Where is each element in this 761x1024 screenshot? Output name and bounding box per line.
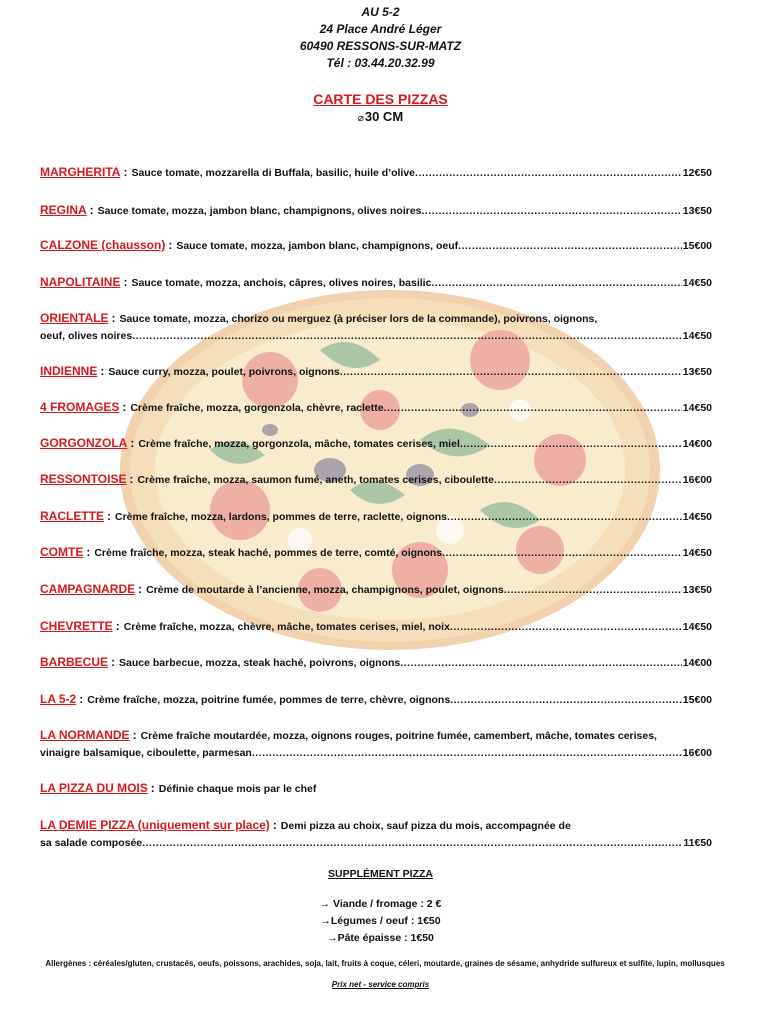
pizza-price: 14€50 [682, 547, 712, 559]
pizza-item-campagnarde: CAMPAGNARDE : Crème de moutarde à l’ancienne, mozza, champignons, poulet, oignons ..... 13€50 [40, 581, 712, 599]
pizza-name: GORGONZOLA [40, 436, 128, 450]
restaurant-name: AU 5-2 [361, 5, 400, 19]
pizza-name: CAMPAGNARDE [40, 582, 136, 596]
pizza-name: CALZONE (chausson) [40, 238, 166, 252]
pizza-item-la-normande: LA NORMANDE : Crème fraîche moutardée, mozza, oignons rouges, poitrine fumée, camembert, mâche, tomates cerises, vinaigre balsamique, ciboulette, parmesan ..... 16€00 [40, 727, 712, 762]
pizza-size-label: 30 CM [364, 109, 404, 124]
pizza-name: NAPOLITAINE [40, 275, 121, 289]
pizza-item-4-fromages: 4 FROMAGES : Crème fraîche, mozza, gorgonzola, chèvre, raclette ..... 14€50 [40, 399, 712, 417]
pizza-name: INDIENNE [40, 364, 98, 378]
pizza-description: Sauce barbecue, mozza, steak haché, poivrons, oignons [119, 657, 401, 669]
pizza-description: Sauce curry, mozza, poulet, poivrons, oignons [108, 366, 340, 378]
pizza-name: RACLETTE [40, 509, 104, 523]
pizza-description: Sauce tomate, mozzarella di Buffala, basilic, huile d’olive [131, 167, 416, 179]
pizza-description: Crème fraîche, mozza, gorgonzola, chèvre, raclette [130, 402, 384, 414]
pizza-name: LA NORMANDE [40, 728, 130, 742]
pizza-price: 13€50 [682, 366, 712, 378]
pizza-description: Crème fraîche, mozza, gorgonzola, mâche, tomates cerises, miel [138, 438, 460, 450]
pizza-price: 15€00 [682, 240, 712, 252]
restaurant-address: 24 Place André Léger [319, 22, 442, 36]
pizza-name: LA 5-2 [40, 692, 77, 706]
pizza-name: MARGHERITA [40, 165, 121, 179]
pizza-size [0, 109, 761, 124]
pizza-description: Crème fraîche moutardée, mozza, oignons rouges, poitrine fumée, camembert, mâche, tomates cerises, [140, 730, 657, 742]
pizza-price: 12€50 [682, 167, 712, 179]
pizza-price: 15€00 [682, 694, 712, 706]
pizza-price: 16€00 [682, 747, 712, 759]
pizza-description: Crème fraîche, mozza, poitrine fumée, pommes de terre, chèvre, oignons [87, 694, 451, 706]
pizza-price: 14€50 [682, 330, 712, 342]
pizza-price: 14€50 [682, 277, 712, 289]
restaurant-city: 60490 RESSONS-SUR-MATZ [299, 39, 462, 53]
pizza-item-chevrette: CHEVRETTE : Crème fraîche, mozza, chèvre, mâche, tomates cerises, miel, noix ..... 14€50 [40, 618, 712, 636]
pizza-name: ORIENTALE [40, 311, 109, 325]
diameter-icon: ⌀ [357, 113, 364, 124]
pizza-item-regina: REGINA : Sauce tomate, mozza, jambon blanc, champignons, olives noires ..... 13€50 [40, 202, 712, 220]
pizza-name: BARBECUE [40, 655, 109, 669]
restaurant-phone: Tél : 03.44.20.32.99 [326, 56, 435, 70]
pizza-description: Sauce tomate, mozza, chorizo ou merguez (à préciser lors de la commande), poivrons, oignons, [119, 313, 598, 325]
pizza-description: Crème de moutarde à l’ancienne, mozza, champignons, poulet, oignons [146, 584, 504, 596]
pizza-item-napolitaine: NAPOLITAINE : Sauce tomate, mozza, anchois, câpres, olives noires, basilic ..... 14€50 [40, 274, 712, 292]
pizza-price: 14€00 [682, 438, 712, 450]
pizza-item-raclette: RACLETTE : Crème fraîche, mozza, lardons, pommes de terre, raclette, oignons ..... 14€50 [40, 508, 712, 526]
pizza-item-ressontoise: RESSONTOISE : Crème fraîche, mozza, saumon fumé, aneth, tomates cerises, ciboulette ..... 16€00 [40, 471, 712, 489]
pizza-name: COMTE [40, 545, 84, 559]
pizza-name: REGINA [40, 203, 87, 217]
pizza-description-continued: vinaigre balsamique, ciboulette, parmesan [40, 747, 252, 759]
pizza-item-orientale: ORIENTALE : Sauce tomate, mozza, chorizo ou merguez (à préciser lors de la commande), poivrons, oignons, oeuf, olives noires ..... 14€50 [40, 310, 712, 345]
supplement-title: SUPPLÉMENT PIZZA [327, 868, 433, 880]
pizza-description: Sauce tomate, mozza, anchois, câpres, olives noires, basilic [131, 277, 432, 289]
menu-title: CARTE DES PIZZAS [313, 91, 448, 107]
allergens-notice: Allergènes : céréales/gluten, crustacés, oeufs, poissons, arachides, soja, lait, fruits à coque, céleri, moutarde, graines de sésame, anhydride sulfureux et sulfite, lupin, mollusques [45, 959, 725, 968]
supplement-line: →Pâte épaisse : 1€50 [327, 932, 434, 944]
pizza-description-continued: oeuf, olives noires [40, 330, 133, 342]
pizza-description-continued: sa salade composée [40, 837, 143, 849]
pizza-item-pizza-du-mois: LA PIZZA DU MOIS : Définie chaque mois par le chef [40, 780, 712, 798]
pizza-name: LA DEMIE PIZZA (uniquement sur place) [40, 818, 270, 832]
pizza-item-demie-pizza: LA DEMIE PIZZA (uniquement sur place) : Demi pizza au choix, sauf pizza du mois, accompagnée de sa salade composée ..... 11€50 [40, 817, 712, 852]
supplement-list [0, 896, 761, 947]
pizza-price: 14€50 [682, 402, 712, 414]
pizza-description: Crème fraîche, mozza, saumon fumé, aneth, tomates cerises, ciboulette [137, 474, 494, 486]
pizza-description: Sauce tomate, mozza, jambon blanc, champignons, olives noires [97, 205, 422, 217]
pizza-item-calzone: CALZONE (chausson) : Sauce tomate, mozza, jambon blanc, champignons, oeuf ..... 15€00 [40, 237, 712, 255]
pizza-price: 16€00 [682, 474, 712, 486]
pizza-name: CHEVRETTE [40, 619, 113, 633]
pizza-price: 13€50 [682, 584, 712, 596]
pizza-item-indienne: INDIENNE : Sauce curry, mozza, poulet, poivrons, oignons ..... 13€50 [40, 363, 712, 381]
restaurant-header [0, 4, 761, 72]
pizza-description: Sauce tomate, mozza, jambon blanc, champignons, oeuf [176, 240, 459, 252]
pizza-price: 13€50 [682, 205, 712, 217]
pizza-item-comte: COMTE : Crème fraîche, mozza, steak haché, pommes de terre, comté, oignons ..... 14€50 [40, 544, 712, 562]
pizza-item-la-5-2: LA 5-2 : Crème fraîche, mozza, poitrine fumée, pommes de terre, chèvre, oignons ..... 15€00 [40, 691, 712, 709]
pizza-name: 4 FROMAGES [40, 400, 120, 414]
pizza-price: 11€50 [683, 837, 712, 849]
pizza-item-margherita: MARGHERITA : Sauce tomate, mozzarella di Buffala, basilic, huile d’olive ..... 12€50 [40, 164, 712, 182]
pizza-price: 14€00 [682, 657, 712, 669]
pizza-item-barbecue: BARBECUE : Sauce barbecue, mozza, steak haché, poivrons, oignons ..... 14€00 [40, 654, 712, 672]
pizza-price: 14€50 [682, 621, 712, 633]
supplement-line: →Légumes / oeuf : 1€50 [320, 915, 441, 927]
pizza-description: Crème fraîche, mozza, chèvre, mâche, tomates cerises, miel, noix [123, 621, 450, 633]
price-footer: Prix net - service compris [331, 980, 430, 989]
pizza-description: Demi pizza au choix, sauf pizza du mois, accompagnée de [280, 820, 571, 832]
pizza-name: LA PIZZA DU MOIS [40, 781, 148, 795]
pizza-price: 14€50 [682, 511, 712, 523]
pizza-description: Crème fraîche, mozza, lardons, pommes de terre, raclette, oignons [115, 511, 448, 523]
pizza-item-gorgonzola: GORGONZOLA : Crème fraîche, mozza, gorgonzola, mâche, tomates cerises, miel ..... 14€00 [40, 435, 712, 453]
supplement-line: → Viande / fromage : 2 € [319, 898, 442, 910]
pizza-description: Définie chaque mois par le chef [158, 783, 317, 795]
pizza-name: RESSONTOISE [40, 472, 127, 486]
pizza-description: Crème fraîche, mozza, steak haché, pommes de terre, comté, oignons [94, 547, 443, 559]
